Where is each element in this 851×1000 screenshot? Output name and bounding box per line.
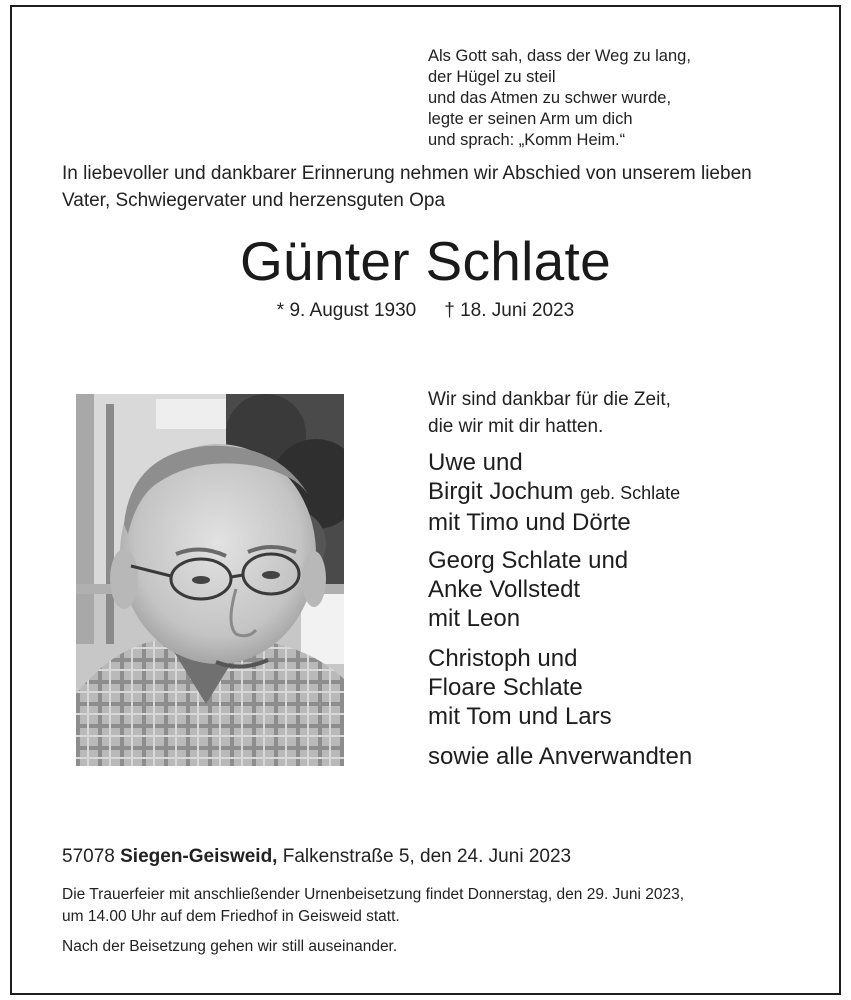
birth-date: * 9. August 1930 [276,300,417,321]
poem [428,46,691,151]
portrait-photo [76,394,344,766]
address-line [62,844,571,870]
poem-line: und sprach: „Komm Heim.“ [428,131,626,149]
other-relatives: sowie alle Anverwandten [428,743,693,770]
gratitude-line: die wir mit dir hatten. [428,416,604,437]
family-line-with-note [428,477,680,508]
service-line: um 14.00 Uhr auf dem Friedhof in Geisweid statt. [62,908,400,925]
service-info [62,884,684,928]
family-group-2 [428,546,628,633]
family-group-3 [428,644,612,731]
family-line: mit Leon [428,605,521,632]
city: Siegen-Geisweid, [120,846,278,867]
poem-line: der Hügel zu steil [428,68,556,86]
zip-code: 57078 [62,846,115,867]
closing-note: Nach der Beisetzung gehen wir still auseinander. [62,938,398,955]
gratitude-text [428,386,671,440]
gratitude-line: Wir sind dankbar für die Zeit, [428,389,671,410]
family-line: Christoph und [428,645,578,672]
poem-line: Als Gott sah, dass der Weg zu lang, [428,47,691,65]
intro-text [62,160,752,214]
family-line: Birgit Jochum [428,478,574,505]
maiden-name-note: geb. Schlate [580,483,681,503]
intro-line: In liebevoller und dankbarer Erinnerung nehmen wir Abschied von unserem lieben [62,163,752,184]
family-line: mit Timo und Dörte [428,509,631,536]
death-date: † 18. Juni 2023 [444,300,575,321]
life-dates [0,298,851,324]
poem-line: legte er seinen Arm um dich [428,110,633,128]
service-line: Die Trauerfeier mit anschließender Urnenbeisetzung findet Donnerstag, den 29. Juni 2023, [62,886,685,903]
poem-line: und das Atmen zu schwer wurde, [428,89,672,107]
family-line: Uwe und [428,449,523,476]
family-line: Georg Schlate und [428,547,629,574]
intro-line: Vater, Schwiegervater und herzensguten Opa [62,190,446,211]
family-group-1 [428,448,680,537]
family-line: mit Tom und Lars [428,703,612,730]
family-line: Floare Schlate [428,674,583,701]
deceased-name: Günter Schlate [239,230,612,292]
family-line: Anke Vollstedt [428,576,581,603]
street-and-date: Falkenstraße 5, den 24. Juni 2023 [282,846,572,867]
